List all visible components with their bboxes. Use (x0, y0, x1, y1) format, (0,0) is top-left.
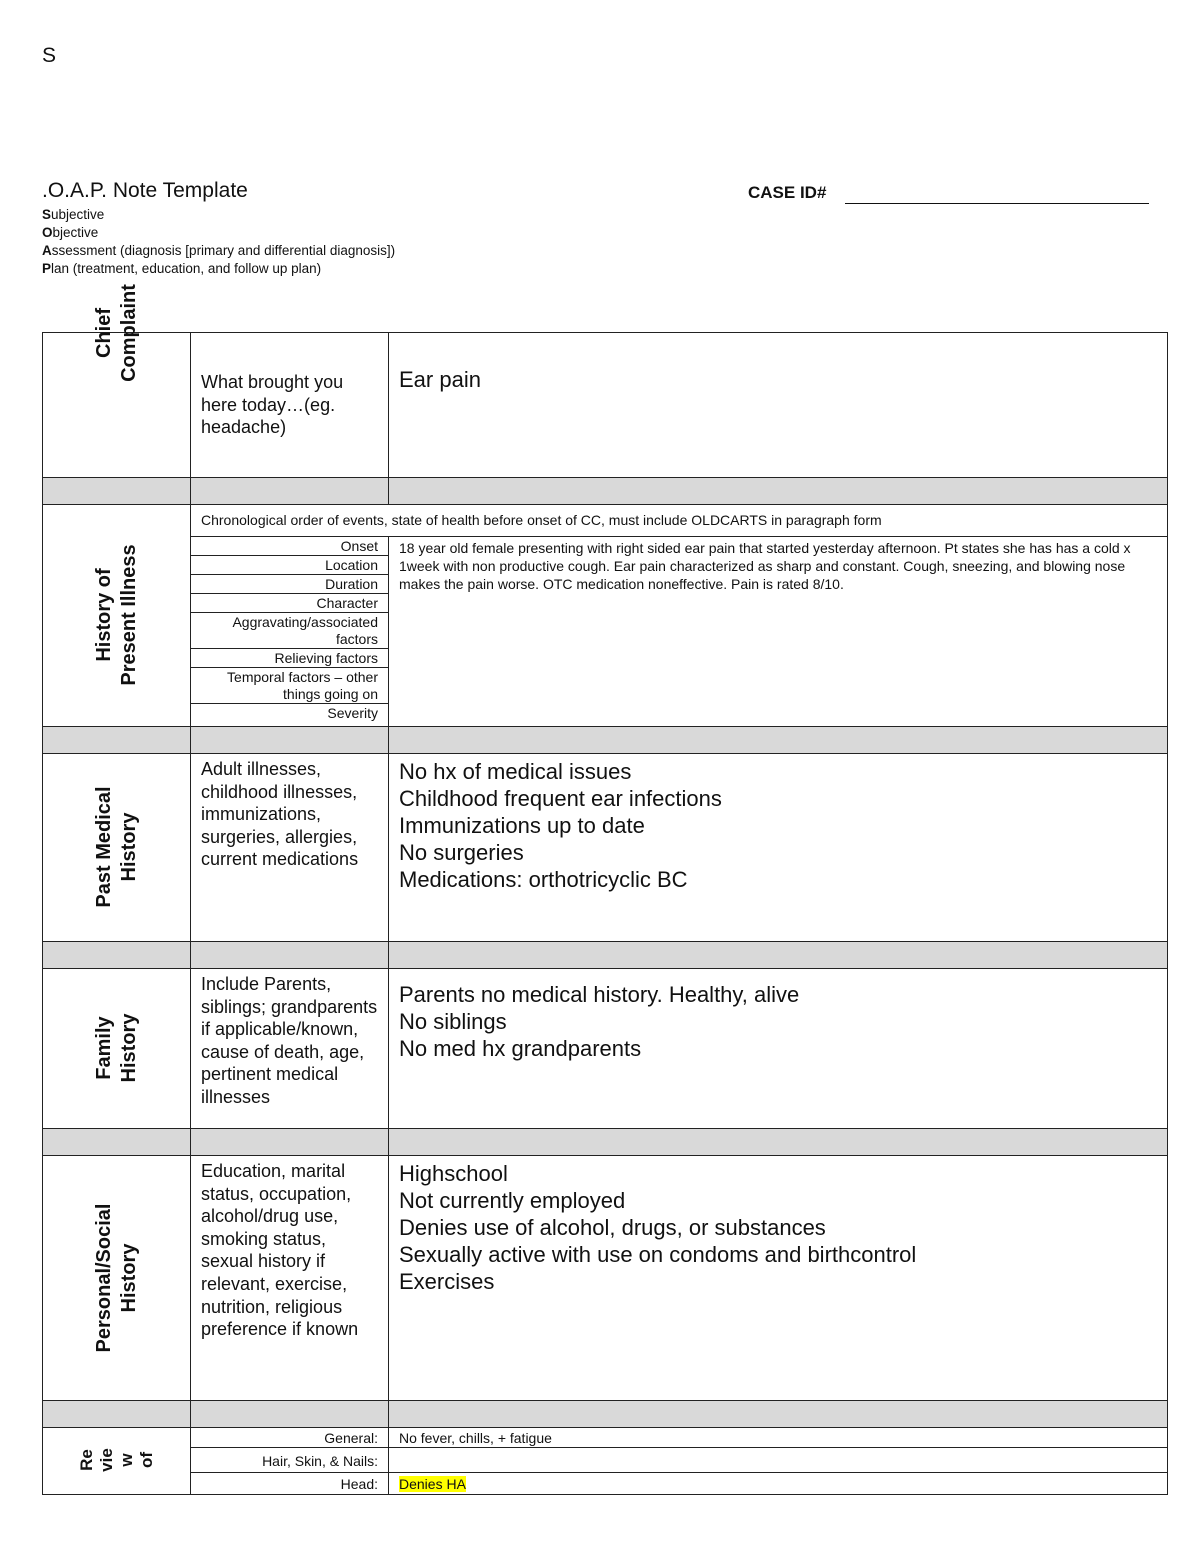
field-relieving: Relieving factors (191, 649, 388, 668)
personal-social-label: Personal/Social History (92, 1203, 140, 1352)
past-medical-answer-cell[interactable] (389, 754, 1168, 942)
case-id-label: CASE ID# (748, 183, 827, 202)
ros-head-label: Head: (191, 1473, 389, 1495)
family-history-answer-cell[interactable] (389, 969, 1168, 1129)
family-history-label-cell (43, 969, 191, 1129)
hpi-narrative[interactable]: 18 year old female presenting with right sided ear pain that started yesterday afternoon. Pt states she has has a cold x 1week with non productive cough. Ear pain characterized as sharp and constant. Cough, sneezing, and blowing nose makes the pain worse. OTC medication noneffective. Pain is rated 8/10. (399, 540, 1131, 592)
personal-social-answers[interactable] (389, 1156, 1167, 1295)
past-medical-prompt: Adult illnesses, childhood illnesses, immunizations, surgeries, allergies, current medications (201, 759, 359, 870)
legend-plan: Plan (treatment, education, and follow up plan) (42, 261, 322, 276)
ros-general-label: General: (191, 1428, 389, 1448)
chief-complaint-prompt: What brought you here today…(eg. headache) (201, 372, 344, 438)
field-aggravating: Aggravating/associated factors (191, 613, 388, 649)
hpi-instruction-row (43, 505, 1168, 537)
legend-objective: Objective (42, 225, 99, 240)
case-id-blank-line[interactable] (845, 203, 1149, 204)
ros-row-head (43, 1473, 1168, 1495)
family-history-prompt: Include Parents, siblings; grandparents if applicable/known, cause of death, age, pertinent medical illnesses (201, 974, 378, 1107)
field-location: Location (191, 556, 388, 575)
section-separator (43, 942, 1168, 969)
hpi-content-row (43, 537, 1168, 727)
answer-line: Parents no medical history. Healthy, alive (399, 982, 800, 1007)
answer-line: Highschool (399, 1161, 508, 1186)
personal-social-answer-cell[interactable] (389, 1156, 1168, 1401)
field-duration: Duration (191, 575, 388, 594)
chief-complaint-row (43, 333, 1168, 478)
past-medical-label-cell (43, 754, 191, 942)
family-history-label: Family History (92, 1013, 140, 1083)
field-character: Character (191, 594, 388, 613)
legend-subjective: Subjective (42, 207, 105, 222)
answer-line: No med hx grandparents (399, 1036, 642, 1061)
ros-head-value-cell[interactable] (389, 1473, 1168, 1495)
chief-complaint-label-cell (43, 284, 191, 478)
answer-line: Sexually active with use on condoms and birthcontrol (399, 1242, 917, 1267)
answer-line: Childhood frequent ear infections (399, 786, 722, 811)
chief-complaint-answer-cell[interactable] (389, 333, 1168, 478)
family-history-answers[interactable] (389, 969, 1167, 1062)
chief-complaint-label: Chief Complaint (92, 284, 140, 382)
legend-assessment: Assessment (diagnosis [primary and differential diagnosis]) (42, 243, 396, 258)
answer-line: No siblings (399, 1009, 507, 1034)
review-of-label: Re vie w of (76, 1448, 156, 1472)
answer-line: Exercises (399, 1269, 495, 1294)
ros-general-value[interactable]: No fever, chills, + fatigue (389, 1428, 1168, 1448)
past-medical-row (43, 754, 1168, 942)
ros-hair-skin-nails-value[interactable] (389, 1448, 1168, 1473)
hpi-label: History of Present Illness (92, 544, 140, 686)
hpi-instruction: Chronological order of events, state of health before onset of CC, must include OLDCARTS in paragraph form (201, 512, 882, 528)
section-separator (43, 727, 1168, 754)
family-history-row (43, 969, 1168, 1129)
chief-complaint-answer[interactable]: Ear pain (399, 367, 481, 392)
ros-head-value[interactable]: Denies HA (399, 1476, 466, 1492)
page-title: .O.A.P. Note Template (42, 179, 248, 202)
past-medical-label: Past Medical History (92, 786, 140, 908)
soap-note-table (42, 284, 1168, 1495)
personal-social-prompt: Education, marital status, occupation, alcohol/drug use, smoking status, sexual history if relevant, exercise, nutrition, religious preference if known (201, 1161, 359, 1340)
oldcarts-fields (191, 537, 388, 722)
answer-line: Immunizations up to date (399, 813, 645, 838)
answer-line: Not currently employed (399, 1188, 626, 1213)
ros-label-cell (43, 1428, 191, 1495)
field-temporal: Temporal factors – other things going on (191, 668, 388, 704)
answer-line: Medications: orthotricyclic BC (399, 867, 688, 892)
hpi-answer-cell[interactable] (389, 537, 1168, 727)
personal-social-label-cell (43, 1156, 191, 1401)
answer-line: Denies use of alcohol, drugs, or substances (399, 1215, 826, 1240)
field-onset: Onset (191, 537, 388, 556)
personal-social-row (43, 1156, 1168, 1401)
stray-letter: S (42, 44, 57, 67)
past-medical-answers[interactable] (389, 754, 1167, 893)
ros-row-general (43, 1428, 1168, 1448)
ros-hair-skin-nails-label: Hair, Skin, & Nails: (191, 1448, 389, 1473)
answer-line: No hx of medical issues (399, 759, 632, 784)
hpi-label-cell (43, 505, 191, 727)
section-separator (43, 1401, 1168, 1428)
section-separator (43, 478, 1168, 505)
ros-row-hair-skin-nails (43, 1448, 1168, 1473)
section-separator (43, 1129, 1168, 1156)
answer-line: No surgeries (399, 840, 524, 865)
field-severity: Severity (327, 705, 378, 721)
